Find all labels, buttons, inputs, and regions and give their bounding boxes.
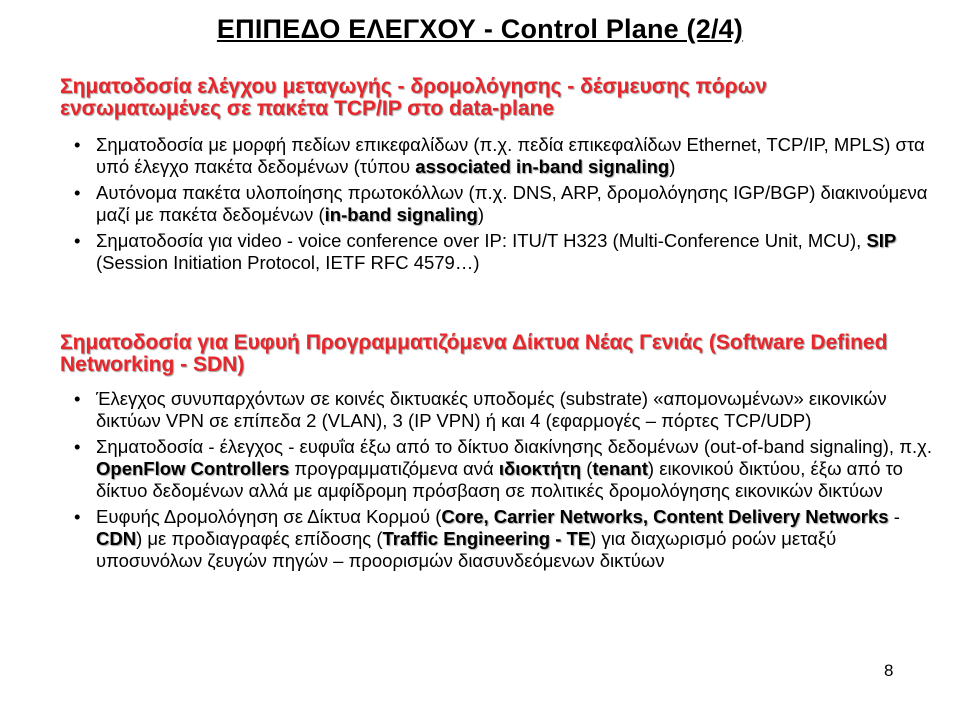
list-item xyxy=(70,182,940,226)
bullet-text: (Session Initiation Protocol, IETF RFC 4579…) xyxy=(96,252,480,273)
emphasis-cdn: CDN xyxy=(96,528,137,549)
emphasis-associated-in-band-signaling: associated in-band signaling xyxy=(415,156,670,177)
bullet-text: Σηματοδοσία για video - voice conference over IP: ITU/T H323 (Multi-Conference Unit, MCU), xyxy=(96,230,867,251)
bullet-text: προγραμματιζόμενα ανά xyxy=(289,458,499,479)
emphasis-sip: SIP xyxy=(866,230,897,251)
emphasis-tenant: tenant xyxy=(592,458,648,479)
section-heading-sdn: Σηματοδοσία για Ευφυή Προγραμματιζόμενα Δίκτυα Νέας Γενιάς (Software Defined Networking - SDN) xyxy=(60,331,888,376)
bullet-dot: • xyxy=(74,230,81,251)
emphasis-owner: ιδιοκτήτη xyxy=(498,458,582,479)
bullet-text: Σηματοδοσία με μορφή πεδίων επικεφαλίδων (π.χ. πεδία επικεφαλίδων Ethernet, TCP/IP, MPLS) στα υπό έλεγχο πακέτα δεδομένων (τύπου xyxy=(96,134,925,177)
bullet-dot: • xyxy=(74,506,81,527)
bullet-text: ) xyxy=(669,156,676,177)
bullet-text: ) για διαχωρισμό ροών μεταξύ υποσυνόλων ζευγών πηγών – προορισμών διασυνδεόμενων δικτύων xyxy=(96,528,837,571)
slide-title: ΕΠΙΠΕΔΟ ΕΛΕΓΧΟΥ - Control Plane (2/4) xyxy=(216,14,744,44)
emphasis-traffic-engineering: Traffic Engineering - TE xyxy=(382,528,591,549)
bullet-dot: • xyxy=(74,436,81,457)
page-number: 8 xyxy=(884,661,894,680)
list-item xyxy=(70,506,940,572)
bullet-list-sdn xyxy=(70,388,940,576)
bullet-text: Έλεγχος συνυπαρχόντων σε κοινές δικτυακές υποδομές (substrate) «απομονωμένων» εικονικών δικτύων VPN σε επίπεδα 2 (VLAN), 3 (IP VPN) ή και 4 (εφαρμογές – πόρτες TCP/UDP) xyxy=(96,388,887,431)
list-item xyxy=(70,230,940,274)
bullet-text: Αυτόνομα πακέτα υλοποίησης πρωτοκόλλων (π.χ. DNS, ARP, δρομολόγησης IGP/BGP) διακινούμενα μαζί με πακέτα δεδομένων ( xyxy=(96,182,928,225)
emphasis-core-networks: Core, Carrier Networks, Content Delivery Networks xyxy=(441,506,889,527)
bullet-list-in-band xyxy=(70,134,940,278)
bullet-text: ( xyxy=(581,458,593,479)
bullet-text: Ευφυής Δρομολόγηση σε Δίκτυα Κορμού ( xyxy=(96,506,442,527)
bullet-text: ) με προδιαγραφές επίδοσης ( xyxy=(136,528,383,549)
bullet-text: ) xyxy=(477,204,484,225)
bullet-dot: • xyxy=(74,134,81,155)
list-item xyxy=(70,388,940,432)
bullet-text: - xyxy=(888,506,900,527)
bullet-dot: • xyxy=(74,388,81,409)
bullet-text: ) εικονικού δικτύου, έξω από το δίκτυο δεδομένων αλλά με αμφίδρομη πρόσβαση σε πολιτικές δρομολόγησης εικονικών δικτύων xyxy=(96,458,903,501)
bullet-dot: • xyxy=(74,182,81,203)
bullet-text: Σηματοδοσία - έλεγχος - ευφυΐα έξω από το δίκτυο διακίνησης δεδομένων (out-of-band signaling), π.χ. xyxy=(96,436,932,457)
emphasis-in-band-signaling: in-band signaling xyxy=(324,204,478,225)
list-item xyxy=(70,134,940,178)
emphasis-openflow-controllers: OpenFlow Controllers xyxy=(96,458,290,479)
list-item xyxy=(70,436,940,502)
section-heading-in-band-signaling: Σηματοδοσία ελέγχου μεταγωγής - δρομολόγησης - δέσμευσης πόρων ενσωματωμένες σε πακέτα TCP/IP στο data-plane xyxy=(60,75,767,120)
